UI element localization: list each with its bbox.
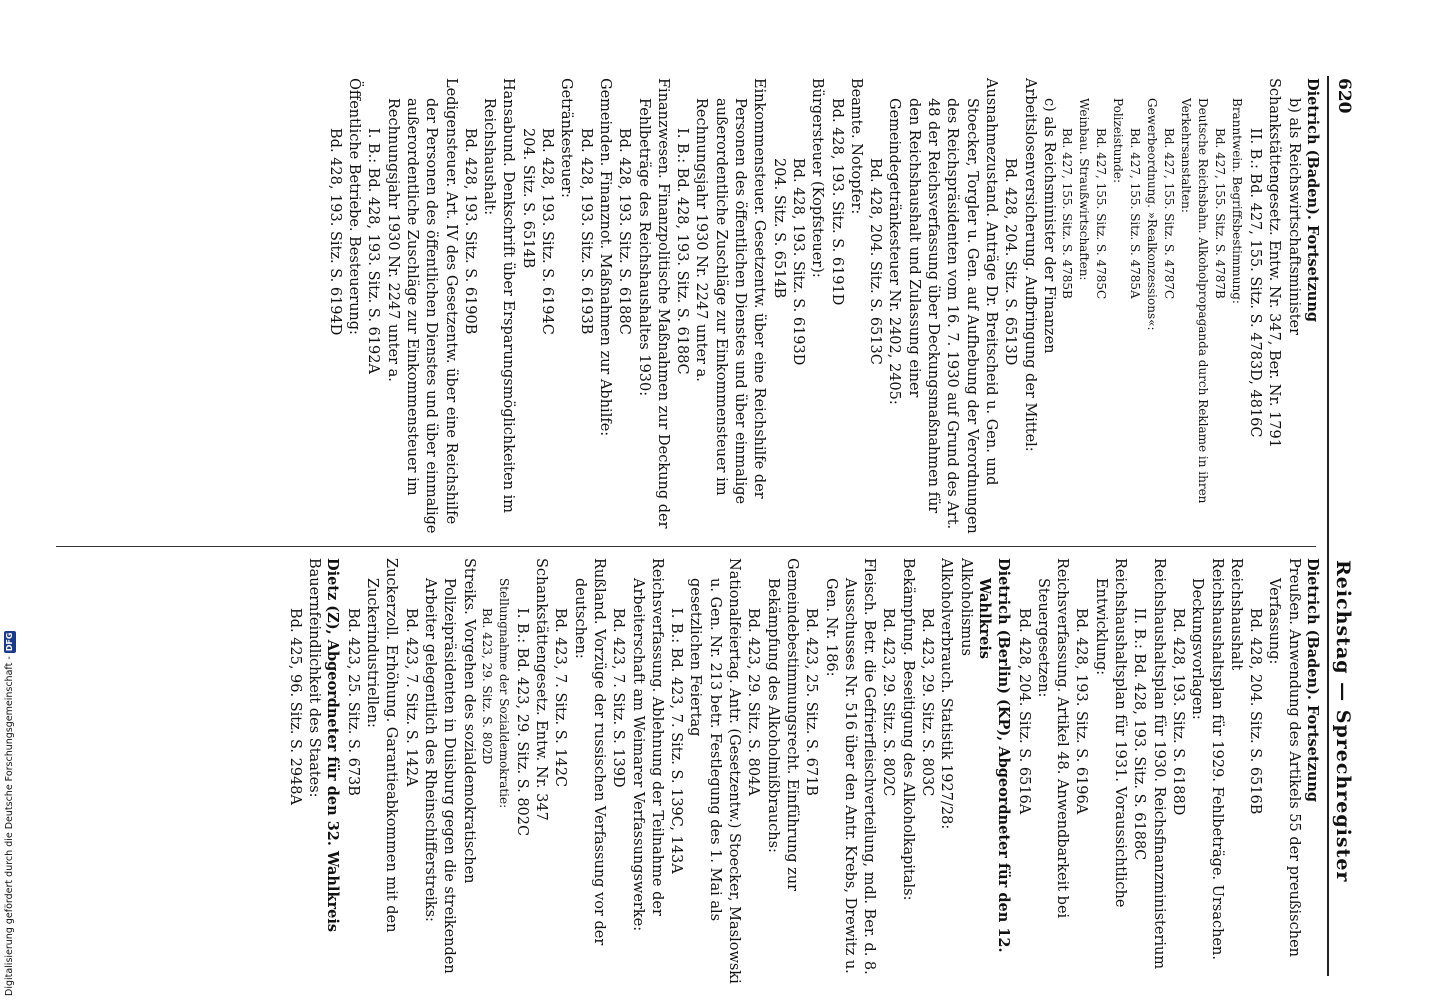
register-entry: Finanzwesen. Finanzpolitische Maßnahmen zur Deckung der Fehlbeträge des Reichshaushaltes 1930: <box>635 78 671 529</box>
register-entry: Dietrich (Berlin) (KP), Abgeordneter für den 12. Wahlkreis <box>975 558 1013 953</box>
register-entry: Alkoholismus <box>957 558 974 656</box>
register-entry: Nationalfeiertag. Antr. (Gesetzentw.) Stoecker, Maslowski u. Gen. Nr. 213 betr. Festlegung des 1. Mai als gesetzlichen Feiertag <box>687 558 743 984</box>
register-entry: Bd. 423, 25. Sitz. S. 671B <box>803 608 820 796</box>
register-entry: Getränkesteuer: <box>558 78 575 198</box>
register-entry: Dietrich (Baden). Fortsetzung <box>1304 558 1321 803</box>
register-entry: Bd. 428, 193. Sitz. S. 6196A <box>1073 608 1090 815</box>
register-entry: Reichshaushalt <box>1227 558 1244 671</box>
page-number: 620 <box>1334 78 1354 114</box>
register-entry: 204. Sitz. S. 6514B <box>770 158 787 299</box>
register-entry: Bd. 428, 204. Sitz. S. 6516B <box>1247 608 1264 815</box>
register-entry: Alkoholverbrauch. Statistik 1927/28: <box>938 558 955 830</box>
register-entry: Bekämpfung. Beseitigung des Alkoholkapitals: <box>899 558 916 901</box>
register-entry: Bd. 428, 204. Sitz. S. 6516A <box>1015 608 1032 815</box>
register-entry: Bd. 428, 204. Sitz. S. 6513C <box>867 158 884 365</box>
register-entry: Reichsverfassung. Ablehnung der Teilnahme der Arbeiterschaft am Weimarer Verfassungswerke: <box>629 558 665 932</box>
register-entry: Bauernfeindlichkeit des Staates: <box>306 558 323 798</box>
register-entry: Bd. 428, 204. Sitz. S. 6513D <box>1002 158 1019 366</box>
register-entry: Polizeistunde: <box>1110 98 1125 184</box>
register-entry: Rußland. Vorzüge der russischen Verfassung vor der deutschen: <box>571 558 608 946</box>
register-entry: Einkommensteuer. Gesetzentw. über eine Reichshilfe der Personen des öffentlichen Dienstes und über einmalige außerordentliche Zuschläge zur Einkommensteuer im Rechnungsjahr 1930 Nr. 2247 unter a. <box>693 78 768 505</box>
register-entry: Bd. 423, 7. Sitz. S. 142A <box>402 608 419 787</box>
register-entry: Bd. 428, 193. Sitz. S. 6188D <box>1169 608 1186 816</box>
running-title: Reichstag — Sprechregister <box>1332 560 1354 883</box>
register-entry: Reichshaushaltsplan für 1929. Fehlbeträge. Ursachen. Deckungsvorlagen: <box>1189 558 1225 960</box>
register-entry: 204. Sitz. S. 6514B <box>519 128 536 269</box>
register-entry: Fleisch. Betr. die Gefrierfleischverteilung, mdl. Ber. d. 8. Ausschusses Nr. 516 über den Antr. Krebs, Drewitz u. Gen. Nr. 186: <box>822 558 878 975</box>
register-entry: Hansabund. Denkschrift über Ersparungsmöglichkeiten im Reichshaushalt: <box>481 78 517 513</box>
register-entry: Bd. 425, 96. Sitz. S. 2948A <box>286 608 303 805</box>
register-entry: Bd. 428, 193. Sitz. S. 6190B <box>461 128 478 335</box>
register-entry: Schankstättengesetz. Entw. Nr. 347 <box>533 558 550 821</box>
register-entry: Bürgersteuer (Kopfsteuer): <box>809 78 826 278</box>
register-entry: Deutsche Reichsbahn. Alkoholpropaganda durch Reklame in ihren Verkehrsanstalten: <box>1178 98 1210 504</box>
register-entry: Reichshaushaltsplan für 1930. Reichsfinanzministerium <box>1150 558 1167 970</box>
register-entry: I. B.: Bd. 428, 193. Sitz. S. 6192A <box>365 128 382 374</box>
register-entry: Bd. 427, 155. Sitz. S. 4785A <box>1127 128 1142 299</box>
register-entry: Bd. 428, 193. Sitz. S. 6188C <box>616 128 633 335</box>
register-entry: Bd. 428, 193. Sitz. S. 6193B <box>577 128 594 335</box>
register-entry: Reichshaushaltsplan für 1931. Voraussichtliche Entwicklung: <box>1092 558 1129 908</box>
register-entry: Ledigensteuer. Art. IV des Gesetzentw. über eine Reichshilfe der Personen des öffentlichen Dienstes und über einmalige außerordentliche Zuschläge zur Einkommensteuer im Rechnungsjahr 1930 Nr. 2247 unter a. <box>384 78 459 534</box>
register-entry: Bd. 423, 7. Sitz. S. 142C <box>552 608 569 788</box>
register-entry: Bd. 427, 155. Sitz. S. 4785C <box>1093 128 1108 300</box>
register-entry: Dietrich (Baden). Fortsetzung <box>1304 78 1321 323</box>
register-entry: Bd. 428, 193. Sitz. S. 6194C <box>539 128 556 335</box>
register-entry: Reichsverfassung. Artikel 48. Anwendbarkeit bei Steuergesetzen: <box>1034 558 1071 919</box>
register-entry: Gemeindebestimmungsrecht. Einführung zur Bekämpfung des Alkoholmißbrauchs: <box>764 558 800 892</box>
left-column <box>325 78 1322 536</box>
register-entry: Weinbau. Straußwirtschaften: <box>1076 98 1091 281</box>
footer-text: Digitalisierung gefördert durch die Deutsche Forschungsgemeinschaft - <box>4 656 15 996</box>
dfg-logo: DFG <box>5 632 14 652</box>
register-entry: Bd. 428, 193. Sitz. S. 6194D <box>326 128 343 336</box>
register-entry: Ausnahmezustand. Anträge Dr. Breitscheid u. Gen. und Stoecker, Torgler u. Gen. auf Aufhebung der Verordnungen des Reichspräsidenten vom 16. 7. 1930 auf Grund des Art. 48 der Reichsverfassung über Deckungsmaßnahmen für den Reichshaushalt und Zulassung einer Gemeindegetränkesteuer Nr. 2402, 2405: <box>886 78 999 534</box>
right-column <box>285 558 1322 988</box>
register-entry: Bd. 428, 193. Sitz. S. 6193D <box>789 158 806 366</box>
register-entry: Bd. 427, 155. Sitz. S. 4787C <box>1161 128 1176 300</box>
register-entry: Dietz (Z), Abgeordneter für den 32. Wahlkreis <box>324 558 342 933</box>
register-entry: II. B.: Bd. 428, 193. Sitz. S. 6188C <box>1131 608 1148 861</box>
register-entry: I. B.: Bd. 428, 193. Sitz. S. 6188C <box>674 128 691 375</box>
register-entry: I. B.: Bd. 423, 29. Sitz. S. 802C <box>513 608 530 837</box>
register-entry: Branntwein. Begriffsbestimmung: <box>1229 98 1244 304</box>
register-entry: Zuckerzoll. Erhöhung. Garantieabkommen mit den Zuckerindustriellen: <box>364 558 400 933</box>
register-entry: c) als Reichsminister der Finanzen <box>1040 98 1057 354</box>
register-entry: Bd. 428, 193. Sitz. S. 6191D <box>828 98 845 306</box>
column-divider <box>56 546 1316 547</box>
register-entry: Streiks. Vorgehen des sozialdemokratischen Polizeipräsidenten in Duisburg gegen die streikenden Arbeiter gelegentlich des Rheinschifferstreiks: <box>421 558 477 974</box>
register-entry: Bd. 423, 25. Sitz. S. 673B <box>344 608 361 796</box>
register-entry: Gewerbeordnung. »Realkonzessions«: <box>1144 98 1159 331</box>
digitization-footer <box>2 598 18 996</box>
register-entry: Beamte. Notopfer: <box>847 78 864 215</box>
register-entry: Stellungnahme der Sozialdemokratie: <box>496 578 511 809</box>
page-header <box>1326 0 1434 1000</box>
register-entry: II. B.: Bd. 427, 155. Sitz. S. 4783D, 4816C <box>1247 128 1264 438</box>
register-entry: Arbeitslosenversicherung. Aufbringung der Mittel: <box>1021 78 1038 452</box>
header-rule <box>1327 76 1329 976</box>
register-entry: Bd. 427, 155. Sitz. S. 4787B <box>1212 128 1227 299</box>
register-entry: Bd. 427, 155. Sitz. S. 4785B <box>1059 128 1074 299</box>
register-entry: b) als Reichswirtschaftsminister <box>1285 98 1302 336</box>
register-entry: Bd. 423, 29. Sitz. S. 802C <box>880 608 897 797</box>
register-entry: Bd. 423, 7. Sitz. S. 139D <box>610 608 627 788</box>
register-entry: Gemeinden. Finanznot. Maßnahmen zur Abhilfe: <box>596 78 613 437</box>
register-entry: Bd. 423, 29. Sitz. S. 804A <box>745 608 762 796</box>
register-entry: Bd. 423, 29. Sitz. S. 803C <box>919 608 936 797</box>
register-entry: Bd. 423, 29. Sitz. S. 802D <box>479 608 494 765</box>
register-entry: Preußen. Anwendung des Artikels 55 der preußischen Verfassung: <box>1266 558 1302 957</box>
register-entry: Schankstättengesetz. Entw. Nr. 347, Ber. Nr. 1791 <box>1266 78 1283 448</box>
register-entry: Öffentliche Betriebe. Besteuerung: <box>346 78 363 335</box>
register-entry: I. B.: Bd. 423, 7. Sitz. S. 139C, 143A <box>668 608 685 874</box>
